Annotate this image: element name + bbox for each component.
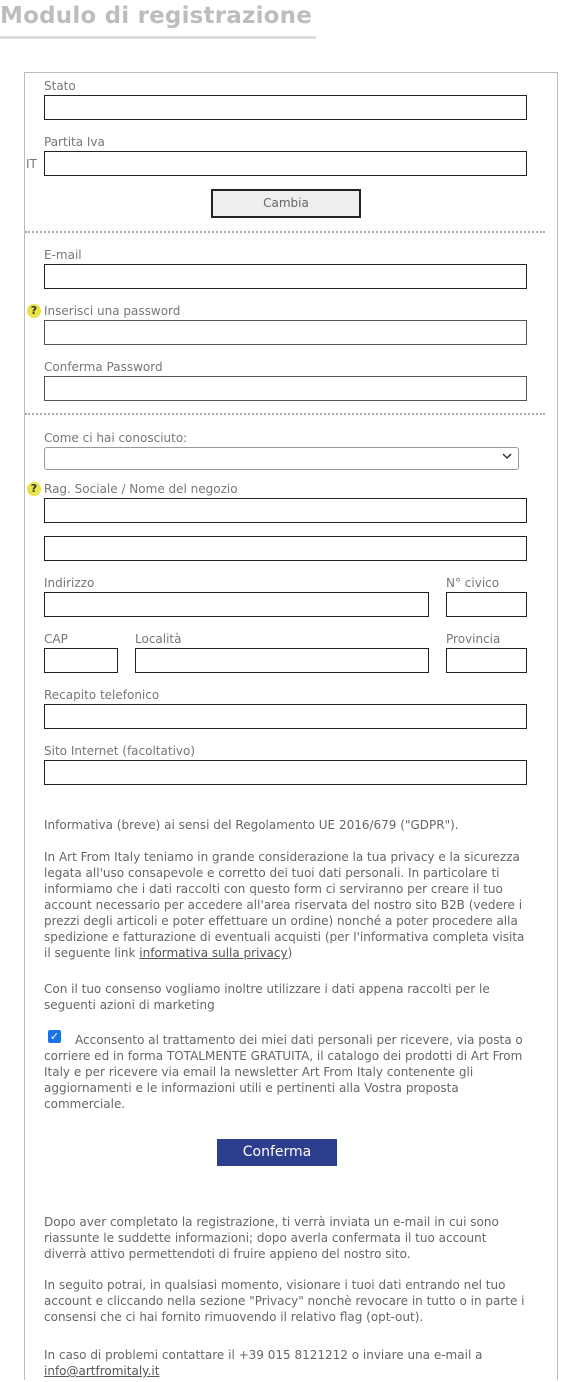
company-name-input-2[interactable] bbox=[44, 536, 527, 561]
password-help-icon[interactable]: ? bbox=[27, 304, 41, 318]
after-registration-text: Dopo aver completato la registrazione, ti verrà inviata un e-mail in cui sono riassunte le suddette informazioni; dopo averla confermata il tuo account diverrà attivo permettendoti di fruire appieno del nostro sito. bbox=[44, 1215, 499, 1261]
privacy-policy-link[interactable]: informativa sulla privacy bbox=[139, 946, 288, 960]
city-label: Località bbox=[135, 632, 182, 646]
change-button[interactable]: Cambia bbox=[211, 189, 361, 218]
state-label: Stato bbox=[44, 79, 76, 93]
contact-text-main: In caso di problemi contattare il +39 015 8121212 o inviare una e-mail a bbox=[44, 1348, 483, 1362]
marketing-text: Con il tuo consenso vogliamo inoltre utilizzare i dati appena raccolti per le seguenti azioni di marketing bbox=[44, 982, 490, 1012]
password-input[interactable] bbox=[44, 320, 527, 345]
company-name-label: Rag. Sociale / Nome del negozio bbox=[44, 482, 238, 496]
website-label: Sito Internet (facoltativo) bbox=[44, 744, 196, 758]
street-number-label: N° civico bbox=[446, 576, 500, 590]
consent-text: Acconsento al trattamento dei miei dati personali per ricevere, via posta o corriere ed in forma TOTALMENTE GRATUITA, il catalogo dei prodotti di Art From Italy e per ricevere via email la newsletter Art From Italy contenente gli aggiornamenti e le informazioni utili e pertinenti alla Vostra proposta commerciale. bbox=[44, 1033, 523, 1111]
section-divider bbox=[25, 231, 545, 233]
email-input[interactable] bbox=[44, 264, 527, 289]
privacy-body-close: ) bbox=[287, 946, 293, 960]
contact-email-link[interactable]: info@artfromitaly.it bbox=[44, 1364, 160, 1378]
page-title: Modulo di registrazione bbox=[0, 0, 316, 39]
address-label: Indirizzo bbox=[44, 576, 95, 590]
province-input[interactable] bbox=[446, 648, 527, 673]
address-input[interactable] bbox=[44, 592, 429, 617]
company-name-help-icon[interactable]: ? bbox=[27, 482, 41, 496]
state-input[interactable] bbox=[44, 95, 527, 120]
confirm-password-input[interactable] bbox=[44, 376, 527, 401]
source-select[interactable] bbox=[44, 447, 519, 470]
chevron-down-icon bbox=[502, 451, 512, 464]
cap-label: CAP bbox=[44, 632, 68, 646]
contact-text bbox=[44, 1347, 532, 1379]
password-label: Inserisci una password bbox=[44, 304, 181, 318]
city-input[interactable] bbox=[135, 648, 429, 673]
street-number-input[interactable] bbox=[446, 592, 527, 617]
cap-input[interactable] bbox=[44, 648, 118, 673]
consent-checkbox[interactable]: ✓ bbox=[49, 1030, 60, 1043]
email-label: E-mail bbox=[44, 248, 82, 262]
country-prefix: IT bbox=[26, 157, 37, 171]
vat-number-input[interactable] bbox=[44, 151, 527, 176]
source-label: Come ci hai conosciuto: bbox=[44, 431, 188, 445]
company-name-input[interactable] bbox=[44, 498, 527, 523]
privacy-intro: Informativa (breve) ai sensi del Regolamento UE 2016/679 ("GDPR"). bbox=[44, 818, 459, 832]
province-label: Provincia bbox=[446, 632, 501, 646]
privacy-body-text: In Art From Italy teniamo in grande considerazione la tua privacy e la sicurezza legata all'uso consapevole e corretto dei tuoi dati personali. In particolare ti informiamo che i dati raccolti con questo form ci serviranno per creare il tuo account necessario per accedere all'area riservata del nostro sito B2B (vedere i prezzi degli articoli e poter effettuare un ordine) nonché a poter procedere alla spedizione e fatturazione di eventuali acquisti (per l'informativa completa visita il seguente link bbox=[44, 850, 525, 960]
submit-button[interactable]: Conferma bbox=[217, 1139, 337, 1166]
phone-input[interactable] bbox=[44, 704, 527, 729]
website-input[interactable] bbox=[44, 760, 527, 785]
vat-label: Partita Iva bbox=[44, 135, 105, 149]
privacy-body bbox=[44, 849, 532, 961]
privacy-access-text: In seguito potrai, in qualsiasi momento, visionare i tuoi dati entrando nel tuo account e cliccando nella sezione "Privacy" nonchè revocare in tutto o in parte i consensi che ci hai fornito rimuovendo il relativo flag (opt-out). bbox=[44, 1278, 525, 1324]
phone-label: Recapito telefonico bbox=[44, 688, 160, 702]
section-divider bbox=[25, 413, 545, 415]
confirm-password-label: Conferma Password bbox=[44, 360, 163, 374]
